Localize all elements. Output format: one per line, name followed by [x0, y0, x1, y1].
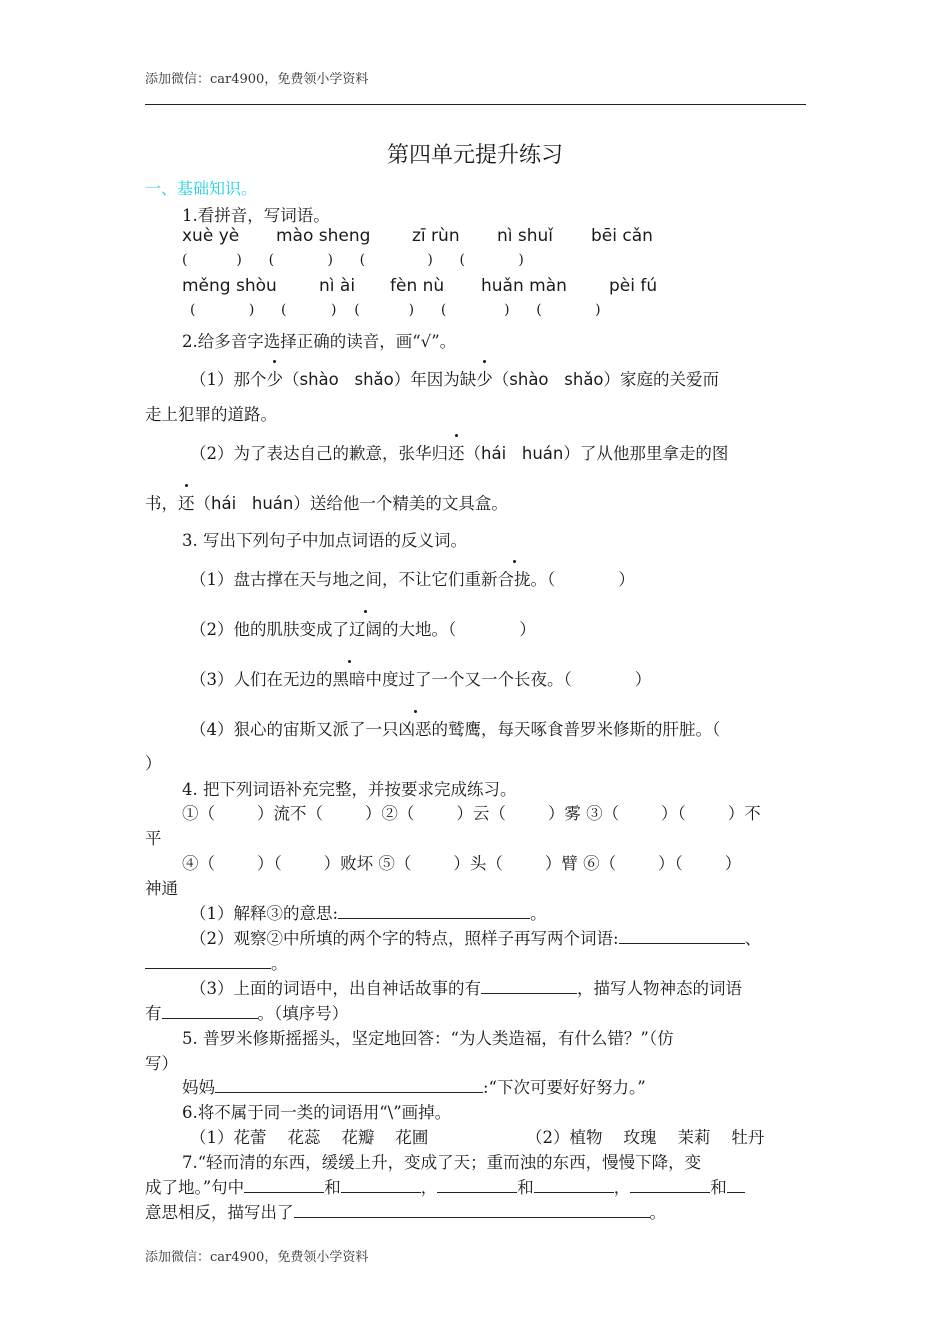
- q6-group-2[interactable]: （2）植物 玫瑰 茉莉 牡丹: [526, 1128, 765, 1147]
- q2-sentence-1-cont: 走上犯罪的道路。: [145, 405, 277, 424]
- page-title: 第四单元提升练习: [386, 143, 563, 168]
- q4-sub-3: （3）上面的词语中，出自神话故事的有 ，描写人物神态的词语: [190, 979, 742, 998]
- answer-blank[interactable]: [727, 1178, 745, 1193]
- q4-sub-3-cont: 有 。（填序号）: [145, 1004, 349, 1023]
- q3-answer-4-close[interactable]: ）: [145, 754, 162, 773]
- header-rule: [145, 104, 806, 105]
- dotted-char: 还: [178, 490, 195, 514]
- reading-options[interactable]: hái huán: [211, 494, 294, 513]
- reading-options[interactable]: hái huán: [481, 444, 564, 463]
- q6-stem: 6.将不属于同一类的词语用“\”画掉。: [182, 1103, 452, 1122]
- q1-answer-row-1[interactable]: ( ) ( ) ( ) ( ): [182, 252, 524, 268]
- q3-sentence-4: （4）狠心的宙斯又派了一只凶恶的鹫鹰，每天啄食普罗米修斯的肝脏。（: [190, 716, 720, 740]
- q4-row-1-cont: 平: [145, 829, 162, 848]
- dotted-word: 辽阔: [349, 616, 382, 640]
- q2-sentence-2: （2）为了表达自己的歉意，张华归还（hái huán）了从他那里拿走的图: [190, 440, 728, 464]
- q4-stem: 4. 把下列词语补充完整，并按要求完成练习。: [182, 780, 517, 799]
- q7-line-2: 成了地。”句中 和 ， 和 ， 和: [145, 1174, 745, 1198]
- q1-pinyin-3: zī rùn: [412, 226, 460, 246]
- answer-blank[interactable]: [162, 1004, 258, 1019]
- q4-row-2-cont: 神通: [145, 879, 178, 898]
- dotted-char: 少: [476, 366, 493, 390]
- q5-stem: 5. 普罗米修斯摇摇头，坚定地回答：“为人类造福，有什么错？”（仿: [182, 1029, 674, 1048]
- q7-line-3: 意思相反，描写出了 。: [145, 1203, 666, 1222]
- q2-sentence-1: （1）那个少（shào shǎo）年因为缺少（shào shǎo）家庭的关爱而: [190, 366, 719, 390]
- header-note: 添加微信：car4900，免费领小学资料: [145, 72, 369, 87]
- answer-blank[interactable]: [630, 1178, 710, 1193]
- q4-sub-1: （1）解释③的意思: 。: [190, 904, 547, 923]
- q1-stem: 1.看拼音，写词语。: [182, 206, 330, 225]
- q3-answer-2[interactable]: 的大地。（ ）: [382, 620, 536, 639]
- q3-stem: 3. 写出下列句子中加点词语的反义词。: [182, 531, 467, 550]
- q3-sentence-1: （1）盘古撑在天与地之间，不让它们重新合拢。（ ）: [190, 566, 635, 590]
- q3-sentence-2: （2）他的肌肤变成了辽阔的大地。（ ）: [190, 616, 536, 640]
- q4-sub-2: （2）观察②中所填的两个字的特点，照样子再写两个词语: 、: [190, 929, 762, 948]
- q1-pinyin-10: pèi fú: [609, 276, 658, 296]
- q1-answer-row-2[interactable]: ( ) ( ) ( ) ( ) ( ): [190, 302, 601, 318]
- answer-blank[interactable]: [338, 904, 530, 919]
- answer-blank[interactable]: [341, 1178, 421, 1193]
- q4-row-1[interactable]: ①（ ）流不（ ）②（ ）云（ ）雾 ③（ ）（ ）不: [182, 804, 761, 823]
- answer-blank[interactable]: [619, 929, 745, 944]
- answer-blank[interactable]: [244, 1178, 324, 1193]
- q3-answer-1[interactable]: 。（ ）: [530, 570, 635, 589]
- q3-answer-3[interactable]: 中度过了一个又一个长夜。（ ）: [365, 670, 652, 689]
- q5-stem-cont: 写）: [145, 1054, 178, 1073]
- q1-pinyin-1: xuè yè: [182, 226, 240, 246]
- reading-options[interactable]: shào shǎo: [509, 370, 604, 389]
- answer-blank[interactable]: [534, 1178, 614, 1193]
- footer-note: 添加微信：car4900，免费领小学资料: [145, 1250, 369, 1265]
- dotted-word: 凶恶: [399, 716, 432, 740]
- q1-pinyin-2: mào sheng: [276, 226, 371, 246]
- q1-pinyin-5: bēi cǎn: [591, 226, 653, 246]
- reading-options[interactable]: shào shǎo: [299, 370, 394, 389]
- answer-blank[interactable]: [481, 979, 577, 994]
- q2-stem: 2.给多音字选择正确的读音，画“√”。: [182, 332, 457, 351]
- dotted-word: 黑暗: [333, 666, 366, 690]
- q4-sub-2-cont: 。: [145, 950, 288, 974]
- answer-blank[interactable]: [294, 1203, 650, 1218]
- q1-pinyin-4: nì shuǐ: [497, 226, 554, 246]
- q3-sentence-3: （3）人们在无边的黑暗中度过了一个又一个长夜。（ ）: [190, 666, 651, 690]
- q5-answer-line: 妈妈 :“下次可要好好努力。”: [182, 1078, 646, 1097]
- q1-pinyin-7: nì ài: [319, 276, 356, 296]
- q6-group-1[interactable]: （1）花蕾 花蕊 花瓣 花圃: [190, 1128, 429, 1147]
- answer-blank[interactable]: [215, 1078, 483, 1093]
- q4-row-2[interactable]: ④（ ）（ ）败坏 ⑤（ ）头（ ）臂 ⑥（ ）（ ）: [182, 854, 742, 873]
- q1-pinyin-6: měng shòu: [182, 276, 277, 296]
- q1-pinyin-9: huǎn màn: [481, 276, 567, 296]
- q7-line-1: 7.“轻而清的东西，缓缓上升，变成了天；重而浊的东西，慢慢下降，变: [182, 1153, 702, 1172]
- dotted-char: 还: [448, 440, 465, 464]
- q2-sentence-2-cont: 书，还（hái huán）送给他一个精美的文具盒。: [145, 490, 508, 514]
- q1-pinyin-8: fèn nù: [390, 276, 445, 296]
- answer-blank[interactable]: [145, 954, 271, 969]
- answer-blank[interactable]: [437, 1178, 517, 1193]
- dotted-word: 合拢: [498, 566, 531, 590]
- section-heading: 一、基础知识。: [145, 179, 258, 198]
- dotted-char: 少: [267, 366, 284, 390]
